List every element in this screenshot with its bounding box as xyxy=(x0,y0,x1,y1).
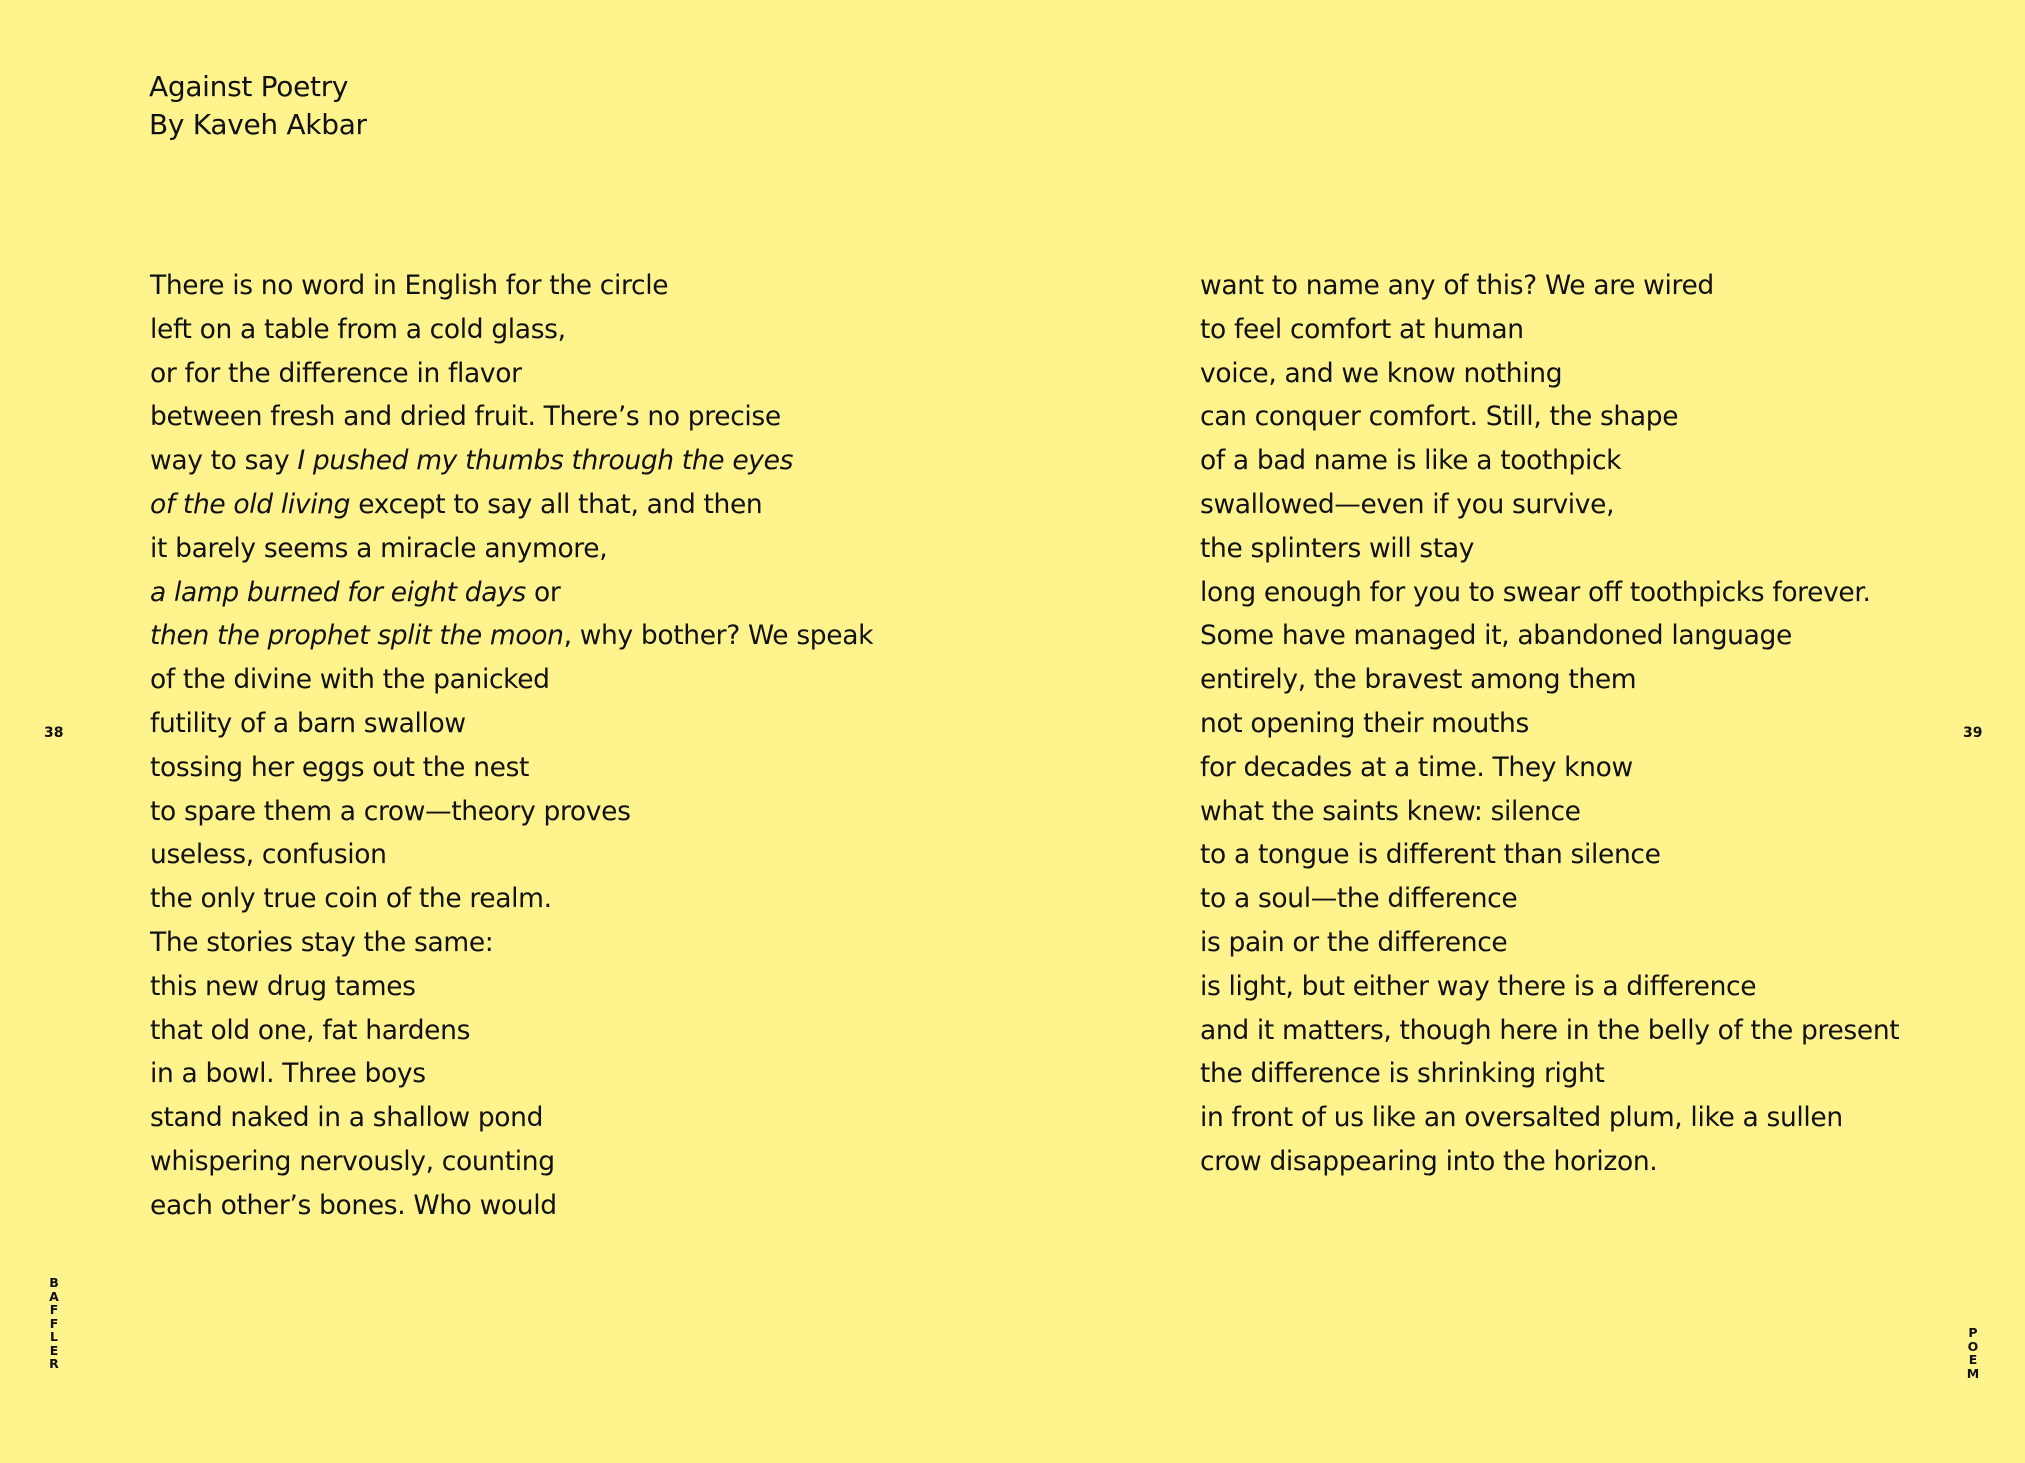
poem-line xyxy=(150,352,873,396)
text-segment: in a bowl. Three boys xyxy=(150,1058,426,1090)
text-segment: left on a table from a cold glass, xyxy=(150,313,566,345)
poem-column-right xyxy=(1200,264,1899,1184)
text-segment: Some have managed it, abandoned language xyxy=(1200,620,1792,652)
text-segment: way to say xyxy=(150,445,298,477)
poem-line xyxy=(1200,746,1899,790)
margin-letter: L xyxy=(50,1329,58,1344)
poem-line xyxy=(150,1096,873,1140)
text-segment: useless, confusion xyxy=(150,839,387,871)
poem-line xyxy=(1200,1052,1899,1096)
text-segment: that old one, fat hardens xyxy=(150,1014,471,1046)
margin-letter: P xyxy=(1968,1325,1978,1340)
text-segment: not opening their mouths xyxy=(1200,707,1529,739)
text-segment: to a tongue is different than silence xyxy=(1200,839,1661,871)
poem-column-left xyxy=(150,264,873,1228)
margin-letter: B xyxy=(49,1275,59,1290)
poem-line xyxy=(150,308,873,352)
text-segment: tossing her eggs out the nest xyxy=(150,751,530,783)
poem-line xyxy=(1200,439,1899,483)
text-segment: it barely seems a miracle anymore, xyxy=(150,532,608,564)
text-segment: to feel comfort at human xyxy=(1200,313,1524,345)
poem-title: Against Poetry xyxy=(149,70,349,103)
poem-line xyxy=(150,746,873,790)
poem-line xyxy=(150,702,873,746)
italic-phrase: I pushed my thumbs through the eyes xyxy=(297,445,794,477)
poem-line xyxy=(150,527,873,571)
margin-letter: E xyxy=(1968,1352,1978,1367)
poem-line xyxy=(150,877,873,921)
text-segment: between fresh and dried fruit. There’s no precise xyxy=(150,401,781,433)
text-segment: is light, but either way there is a difference xyxy=(1200,970,1757,1002)
poem-line xyxy=(150,658,873,702)
text-segment: except to say all that, and then xyxy=(350,488,763,520)
poem-byline: By Kaveh Akbar xyxy=(149,108,367,141)
poem-line xyxy=(1200,614,1899,658)
margin-letter: F xyxy=(49,1315,59,1331)
text-segment: each other’s bones. Who would xyxy=(150,1189,557,1221)
page-number-left: 38 xyxy=(44,725,64,741)
text-segment: or for the difference in flavor xyxy=(150,357,522,389)
italic-phrase: then the prophet split the moon xyxy=(150,620,564,652)
text-segment: want to name any of this? We are wired xyxy=(1200,270,1714,301)
text-segment: The stories stay the same: xyxy=(150,926,494,958)
margin-letter: E xyxy=(49,1342,59,1358)
poem-line xyxy=(1200,1140,1899,1184)
italic-phrase: of the old living xyxy=(150,488,351,520)
poem-line xyxy=(150,1184,873,1228)
poem-line xyxy=(150,1009,873,1053)
page-number-right: 39 xyxy=(1963,725,1983,741)
text-segment: , why bother? We speak xyxy=(563,620,874,652)
poem-line xyxy=(150,571,873,615)
poem-line xyxy=(150,614,873,658)
margin-letter: A xyxy=(49,1288,59,1304)
poem-line xyxy=(1200,965,1899,1009)
margin-label-poem xyxy=(1965,1326,1981,1380)
poem-line xyxy=(1200,527,1899,571)
margin-letter: F xyxy=(49,1302,59,1317)
text-segment: of a bad name is like a toothpick xyxy=(1200,445,1622,477)
italic-phrase: a lamp burned for eight days xyxy=(150,576,526,608)
text-segment: and it matters, though here in the belly of the present xyxy=(1200,1014,1900,1046)
poem-line xyxy=(1200,1009,1899,1053)
text-segment: There is no word in English for the circle xyxy=(150,270,669,301)
text-segment: entirely, the bravest among them xyxy=(1200,664,1637,696)
poem-line xyxy=(1200,571,1899,615)
poem-line xyxy=(150,395,873,439)
text-segment: to a soul—the difference xyxy=(1200,883,1518,915)
poem-line xyxy=(150,921,873,965)
poem-line xyxy=(150,264,873,308)
text-segment: or xyxy=(525,576,561,608)
poem-line xyxy=(150,483,873,527)
poem-line xyxy=(1200,702,1899,746)
poem-line xyxy=(150,439,873,483)
poem-line xyxy=(1200,483,1899,527)
text-segment: of the divine with the panicked xyxy=(150,664,550,696)
text-segment: the splinters will stay xyxy=(1200,532,1475,564)
poem-line xyxy=(1200,833,1899,877)
margin-letter: O xyxy=(1967,1338,1979,1354)
text-segment: this new drug tames xyxy=(150,970,416,1002)
poem-line xyxy=(1200,790,1899,834)
text-segment: the only true coin of the realm. xyxy=(150,883,552,915)
poem-line xyxy=(1200,658,1899,702)
poem-line xyxy=(1200,352,1899,396)
text-segment: the difference is shrinking right xyxy=(1200,1058,1605,1090)
text-segment: whispering nervously, counting xyxy=(150,1145,555,1177)
text-segment: stand naked in a shallow pond xyxy=(150,1102,544,1134)
text-segment: swallowed—even if you survive, xyxy=(1200,488,1615,520)
text-segment: what the saints knew: silence xyxy=(1200,795,1581,827)
text-segment: futility of a barn swallow xyxy=(150,707,466,739)
text-segment: voice, and we know nothing xyxy=(1200,357,1563,389)
margin-letter: R xyxy=(49,1356,59,1371)
poem-line xyxy=(150,1140,873,1184)
margin-label-baffler xyxy=(46,1276,62,1371)
poem-line xyxy=(1200,921,1899,965)
poem-line xyxy=(150,1052,873,1096)
poem-line xyxy=(1200,877,1899,921)
poem-line xyxy=(1200,264,1899,308)
text-segment: in front of us like an oversalted plum, like a sullen xyxy=(1200,1102,1843,1134)
poem-line xyxy=(150,965,873,1009)
text-segment: for decades at a time. They know xyxy=(1200,751,1633,783)
text-segment: crow disappearing into the horizon. xyxy=(1200,1145,1658,1177)
poem-line xyxy=(150,790,873,834)
text-segment: is pain or the difference xyxy=(1200,926,1508,958)
poem-line xyxy=(1200,395,1899,439)
poem-line xyxy=(1200,308,1899,352)
text-segment: can conquer comfort. Still, the shape xyxy=(1200,401,1679,433)
poem-header xyxy=(149,68,367,144)
margin-letter: M xyxy=(1966,1365,1980,1381)
poem-line xyxy=(150,833,873,877)
text-segment: long enough for you to swear off toothpicks forever. xyxy=(1200,576,1871,608)
poem-line xyxy=(1200,1096,1899,1140)
text-segment: to spare them a crow—theory proves xyxy=(150,795,631,827)
